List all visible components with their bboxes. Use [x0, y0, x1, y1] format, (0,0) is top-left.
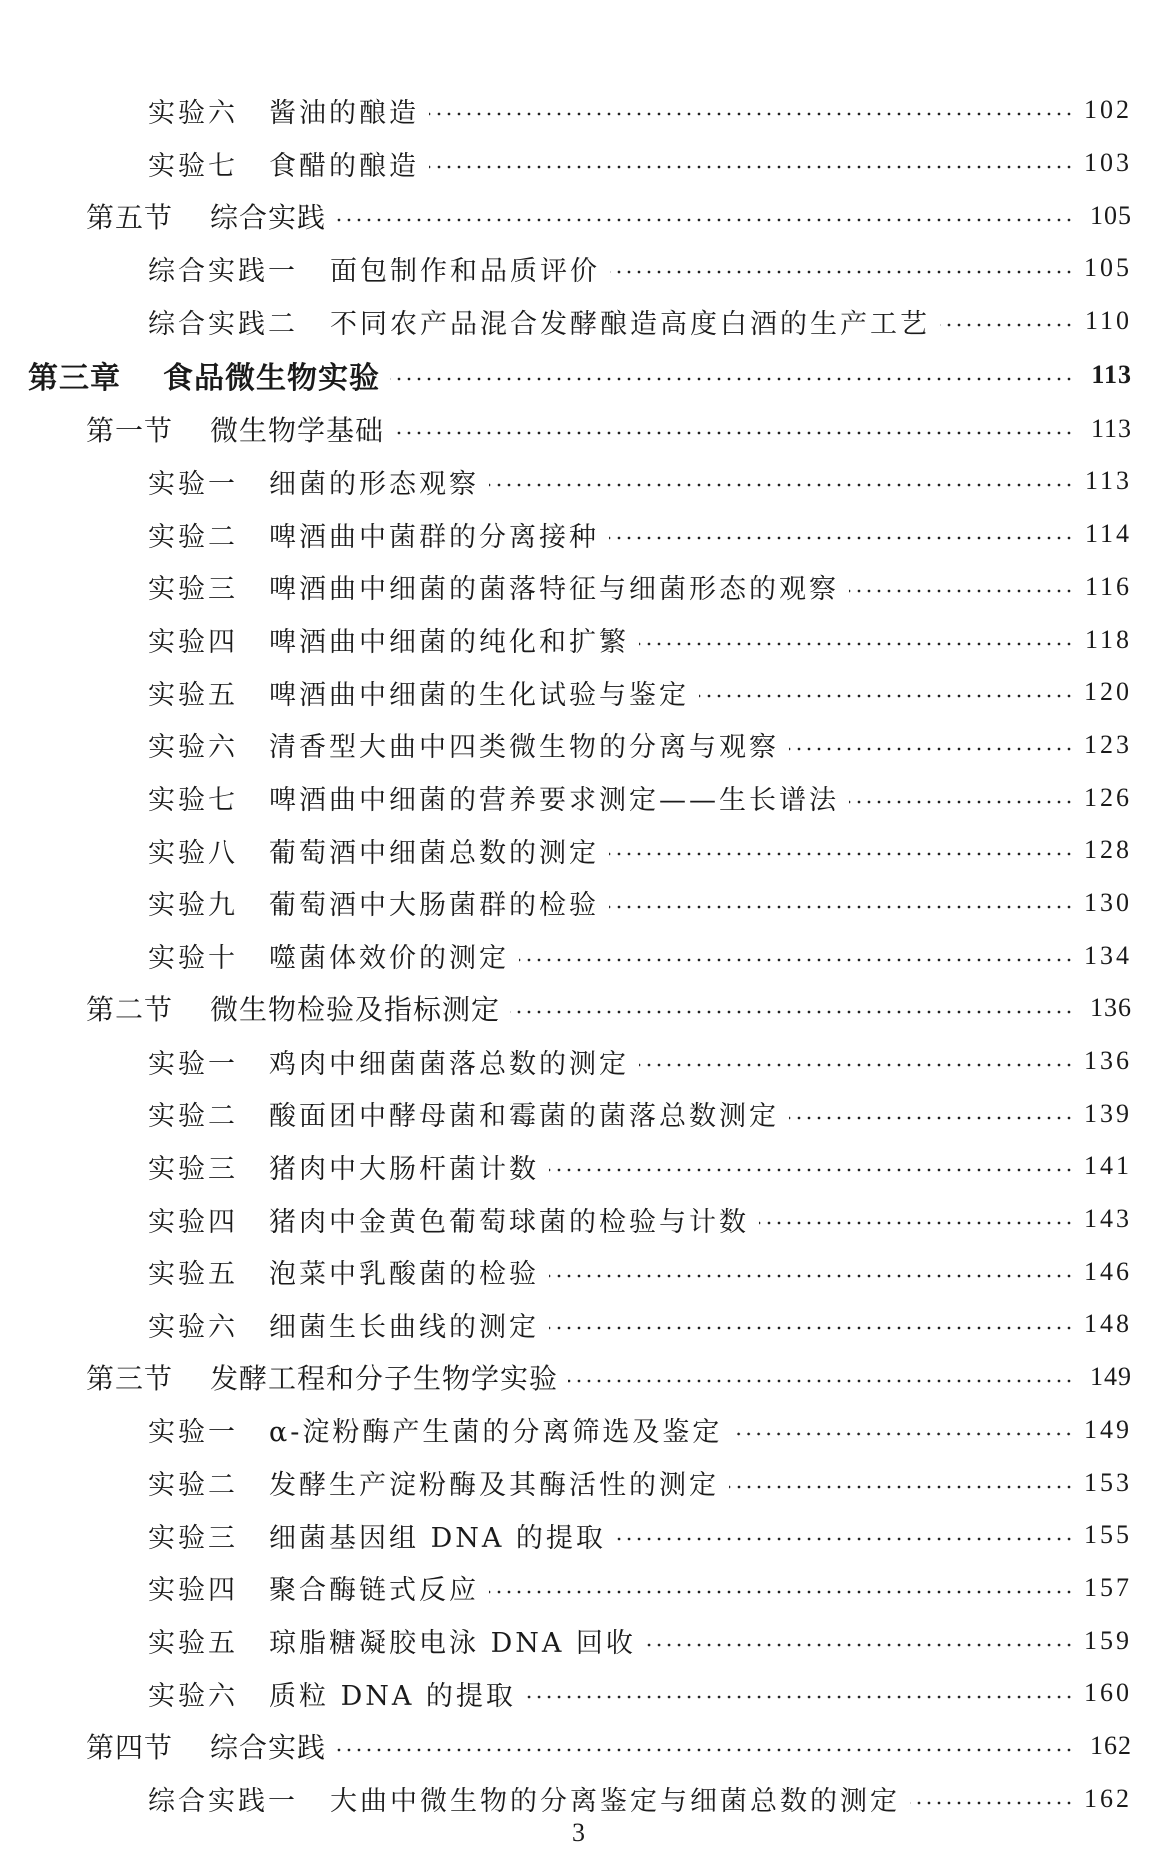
- toc-entry-label: 实验四: [148, 1206, 238, 1238]
- dot-leader: [568, 1379, 1074, 1383]
- dot-leader: [699, 694, 1074, 698]
- toc-entry-title: [86, 1726, 326, 1766]
- toc-entry-name: 酱油的酿造: [269, 97, 419, 129]
- toc-entry-name: 琼脂糖凝胶电泳 DNA 回收: [269, 1628, 636, 1660]
- toc-entry-page: 159: [1084, 1625, 1132, 1655]
- toc-entry[interactable]: [0, 1035, 1157, 1088]
- toc-entry[interactable]: [0, 347, 1157, 402]
- toc-entry[interactable]: [0, 1193, 1157, 1246]
- toc-entry-name: 聚合酶链式反应: [269, 1575, 479, 1607]
- toc-entry-title: [86, 1357, 558, 1397]
- toc-entry-name: 食品微生物实验: [163, 360, 380, 396]
- toc-entry-label: 第一节: [86, 413, 174, 447]
- toc-entry[interactable]: [0, 242, 1157, 295]
- toc-entry-title: [148, 1779, 900, 1818]
- dot-leader: [609, 905, 1074, 909]
- dot-leader: [849, 589, 1074, 593]
- toc-entry-title: [148, 1252, 539, 1291]
- toc-entry-page: 114: [1084, 519, 1132, 549]
- toc-entry-label: 第二节: [86, 993, 174, 1027]
- toc-entry-page: 153: [1084, 1467, 1132, 1497]
- toc-entry-page: 105: [1090, 200, 1132, 230]
- toc-entry-title: [148, 1621, 636, 1660]
- dot-leader: [336, 1748, 1074, 1752]
- toc-entry-page: 136: [1090, 993, 1132, 1023]
- toc-entry-title: [148, 936, 509, 975]
- toc-entry-label: 实验九: [148, 890, 238, 922]
- toc-entry[interactable]: [0, 824, 1157, 877]
- toc-entry-name: 啤酒曲中细菌的营养要求测定——生长谱法: [269, 785, 839, 817]
- dot-leader: [729, 1485, 1074, 1489]
- toc-entry-name: 噬菌体效价的测定: [269, 943, 509, 975]
- toc-entry[interactable]: [0, 982, 1157, 1035]
- toc-entry-name: 综合实践: [210, 1730, 327, 1764]
- toc-entry[interactable]: [0, 1298, 1157, 1351]
- dot-leader: [519, 958, 1074, 962]
- toc-entry-name: 鸡肉中细菌菌落总数的测定: [269, 1048, 629, 1080]
- toc-entry-page: 126: [1084, 782, 1132, 812]
- toc-entry-name: 葡萄酒中大肠菌群的检验: [269, 890, 599, 922]
- toc-entry[interactable]: [0, 771, 1157, 824]
- toc-entry[interactable]: [0, 1351, 1157, 1404]
- toc-entry-title: [86, 196, 326, 236]
- toc-entry[interactable]: [0, 189, 1157, 242]
- toc-entry-label: 实验六: [148, 1680, 238, 1712]
- toc-entry-name: 细菌的形态观察: [269, 468, 479, 500]
- toc-entry[interactable]: [0, 1509, 1157, 1562]
- toc-entry-name: 细菌基因组 DNA 的提取: [269, 1522, 606, 1554]
- toc-entry[interactable]: [0, 719, 1157, 772]
- toc-entry-label: 实验四: [148, 627, 238, 659]
- toc-entry[interactable]: [0, 1404, 1157, 1457]
- toc-entry-label: 实验二: [148, 1101, 238, 1133]
- toc-entry-title: [86, 988, 500, 1028]
- toc-entry-title: [148, 778, 839, 817]
- toc-entry-page: 128: [1084, 835, 1132, 865]
- toc-entry-page: 149: [1084, 1414, 1132, 1444]
- dot-leader: [549, 1326, 1074, 1330]
- toc-entry-name: 泡菜中乳酸菌的检验: [269, 1259, 539, 1291]
- toc-entry-label: 实验二: [148, 1470, 238, 1502]
- toc-entry-name: 啤酒曲中细菌的菌落特征与细菌形态的观察: [269, 574, 839, 606]
- toc-entry-page: 143: [1084, 1204, 1132, 1234]
- toc-entry-name: α-淀粉酶产生菌的分离筛选及鉴定: [269, 1417, 723, 1449]
- dot-leader: [940, 323, 1074, 327]
- toc-entry-title: [148, 1410, 722, 1449]
- toc-entry-title: [148, 1094, 779, 1133]
- toc-entry-name: 面包制作和品质评价: [330, 255, 600, 287]
- toc-entry-page: 102: [1084, 95, 1132, 125]
- toc-entry-title: [148, 462, 479, 501]
- toc-entry[interactable]: [0, 561, 1157, 614]
- toc-entry-title: [148, 1516, 606, 1555]
- toc-entry-title: [148, 1674, 516, 1713]
- toc-entry[interactable]: [0, 295, 1157, 348]
- toc-entry-label: 实验二: [148, 521, 238, 553]
- toc-entry[interactable]: [0, 1456, 1157, 1509]
- toc-entry-title: [148, 673, 689, 712]
- toc-entry-label: 实验一: [148, 1048, 238, 1080]
- toc-entry-label: 实验六: [148, 97, 238, 129]
- toc-entry[interactable]: [0, 508, 1157, 561]
- toc-entry-label: 实验三: [148, 1522, 238, 1554]
- toc-entry-label: 实验一: [148, 468, 238, 500]
- toc-entry-title: [148, 1463, 719, 1502]
- toc-entry-page: 148: [1084, 1309, 1132, 1339]
- dot-leader: [610, 270, 1074, 274]
- toc-entry[interactable]: [0, 455, 1157, 508]
- toc-entry[interactable]: [0, 1245, 1157, 1298]
- dot-leader: [789, 747, 1074, 751]
- toc-entry-page: 155: [1084, 1520, 1132, 1550]
- toc-entry-name: 啤酒曲中细菌的纯化和扩繁: [269, 627, 629, 659]
- toc-entry[interactable]: [0, 1087, 1157, 1140]
- toc-entry-title: [148, 144, 419, 183]
- toc-entry-page: 113: [1091, 359, 1132, 389]
- toc-entry-label: 实验七: [148, 785, 238, 817]
- toc-entry-page: 120: [1084, 677, 1132, 707]
- dot-leader: [910, 1801, 1074, 1805]
- toc-entry[interactable]: [0, 1562, 1157, 1615]
- dot-leader: [616, 1537, 1074, 1541]
- dot-leader: [336, 218, 1074, 222]
- toc-entry-label: 实验七: [148, 150, 238, 182]
- toc-entry-name: 发酵工程和分子生物学实验: [210, 1362, 559, 1396]
- toc-entry-name: 发酵生产淀粉酶及其酶活性的测定: [269, 1470, 719, 1502]
- toc-entry-page: 118: [1084, 624, 1132, 654]
- toc-entry-page: 162: [1084, 1783, 1132, 1813]
- table-of-contents: [0, 84, 1157, 1825]
- toc-entry-label: 实验八: [148, 837, 238, 869]
- toc-entry-title: [148, 831, 599, 870]
- dot-leader: [429, 112, 1074, 116]
- toc-entry-page: 162: [1090, 1730, 1132, 1760]
- toc-entry-title: [148, 1042, 629, 1081]
- toc-entry-name: 综合实践: [210, 200, 327, 234]
- dot-leader: [732, 1432, 1074, 1436]
- toc-entry-page: 113: [1090, 413, 1132, 443]
- dot-leader: [759, 1221, 1074, 1225]
- toc-entry-label: 实验三: [148, 574, 238, 606]
- toc-entry-label: 实验六: [148, 1311, 238, 1343]
- dot-leader: [394, 431, 1074, 435]
- dot-leader: [609, 852, 1074, 856]
- toc-entry-name: 大曲中微生物的分离鉴定与细菌总数的测定: [330, 1786, 900, 1818]
- toc-entry-title: [148, 1147, 539, 1186]
- dot-leader: [390, 377, 1074, 381]
- toc-entry-name: 食醋的酿造: [269, 150, 419, 182]
- toc-entry-name: 微生物学基础: [210, 413, 385, 447]
- toc-entry-name: 不同农产品混合发酵酿造高度白酒的生产工艺: [330, 308, 930, 340]
- toc-entry[interactable]: [0, 1614, 1157, 1667]
- toc-entry-label: 实验四: [148, 1575, 238, 1607]
- toc-entry-label: 综合实践二: [148, 308, 298, 340]
- toc-entry-page: 134: [1084, 940, 1132, 970]
- toc-entry-page: 160: [1084, 1678, 1132, 1708]
- toc-entry-page: 157: [1084, 1572, 1132, 1602]
- dot-leader: [429, 165, 1074, 169]
- toc-entry-title: [148, 1568, 479, 1607]
- toc-entry-name: 质粒 DNA 的提取: [269, 1680, 516, 1712]
- toc-entry-title: [148, 883, 599, 922]
- toc-entry[interactable]: [0, 613, 1157, 666]
- toc-entry-label: 实验六: [148, 732, 238, 764]
- toc-entry-title: [148, 725, 779, 764]
- toc-entry-name: 啤酒曲中细菌的生化试验与鉴定: [269, 679, 689, 711]
- dot-leader: [489, 483, 1074, 487]
- toc-entry-name: 微生物检验及指标测定: [210, 993, 501, 1027]
- dot-leader: [639, 1063, 1074, 1067]
- dot-leader: [639, 642, 1074, 646]
- toc-entry-title: [148, 567, 839, 606]
- toc-entry-title: [148, 91, 419, 130]
- toc-entry-label: 实验一: [148, 1417, 238, 1449]
- toc-entry-page: 105: [1084, 253, 1132, 283]
- toc-entry-label: 实验五: [148, 679, 238, 711]
- toc-entry[interactable]: [0, 1720, 1157, 1773]
- toc-entry-label: 第三节: [86, 1362, 174, 1396]
- dot-leader: [526, 1695, 1074, 1699]
- toc-entry[interactable]: [0, 877, 1157, 930]
- toc-entry-page: 123: [1084, 729, 1132, 759]
- toc-entry-name: 啤酒曲中菌群的分离接种: [269, 521, 599, 553]
- toc-entry-title: [148, 302, 930, 341]
- toc-entry-label: 实验五: [148, 1259, 238, 1291]
- dot-leader: [549, 1274, 1074, 1278]
- toc-entry-page: 113: [1084, 466, 1132, 496]
- toc-entry-title: [148, 515, 599, 554]
- toc-entry-page: 103: [1084, 148, 1132, 178]
- toc-entry-page: 146: [1084, 1256, 1132, 1286]
- toc-entry-page: 139: [1084, 1098, 1132, 1128]
- toc-entry-label: 第三章: [28, 360, 121, 396]
- dot-leader: [609, 536, 1074, 540]
- toc-entry-page: 149: [1090, 1362, 1132, 1392]
- toc-entry-title: [148, 1200, 749, 1239]
- toc-entry-title: [148, 620, 629, 659]
- dot-leader: [510, 1010, 1074, 1014]
- toc-entry-name: 细菌生长曲线的测定: [269, 1311, 539, 1343]
- toc-entry-label: 实验五: [148, 1628, 238, 1660]
- toc-entry[interactable]: [0, 402, 1157, 455]
- toc-entry-name: 酸面团中酵母菌和霉菌的菌落总数测定: [269, 1101, 779, 1133]
- toc-entry[interactable]: [0, 666, 1157, 719]
- toc-entry-title: [148, 249, 600, 288]
- toc-entry[interactable]: [0, 1667, 1157, 1720]
- toc-entry-label: 实验十: [148, 943, 238, 975]
- dot-leader: [489, 1590, 1074, 1594]
- toc-entry[interactable]: [0, 1140, 1157, 1193]
- toc-entry-page: 116: [1084, 571, 1132, 601]
- toc-entry[interactable]: [0, 137, 1157, 190]
- toc-entry-label: 综合实践一: [148, 255, 298, 287]
- toc-entry-label: 第五节: [86, 200, 174, 234]
- toc-entry-label: 第四节: [86, 1730, 174, 1764]
- toc-entry-page: 110: [1084, 306, 1132, 336]
- toc-entry[interactable]: [0, 84, 1157, 137]
- toc-entry-name: 清香型大曲中四类微生物的分离与观察: [269, 732, 779, 764]
- toc-entry-name: 葡萄酒中细菌总数的测定: [269, 837, 599, 869]
- dot-leader: [789, 1116, 1074, 1120]
- toc-entry-page: 130: [1084, 887, 1132, 917]
- toc-entry-label: 实验三: [148, 1153, 238, 1185]
- page-number: 3: [572, 1818, 585, 1847]
- toc-entry-page: 141: [1084, 1151, 1132, 1181]
- toc-entry-name: 猪肉中大肠杆菌计数: [269, 1153, 539, 1185]
- toc-entry-page: 136: [1084, 1046, 1132, 1076]
- toc-entry-label: 综合实践一: [148, 1786, 298, 1818]
- toc-entry-title: [86, 409, 384, 449]
- dot-leader: [646, 1643, 1074, 1647]
- toc-entry-name: 猪肉中金黄色葡萄球菌的检验与计数: [269, 1206, 749, 1238]
- toc-entry[interactable]: [0, 929, 1157, 982]
- toc-entry-title: [28, 353, 380, 397]
- dot-leader: [849, 800, 1074, 804]
- toc-entry-title: [148, 1305, 539, 1344]
- dot-leader: [549, 1168, 1074, 1172]
